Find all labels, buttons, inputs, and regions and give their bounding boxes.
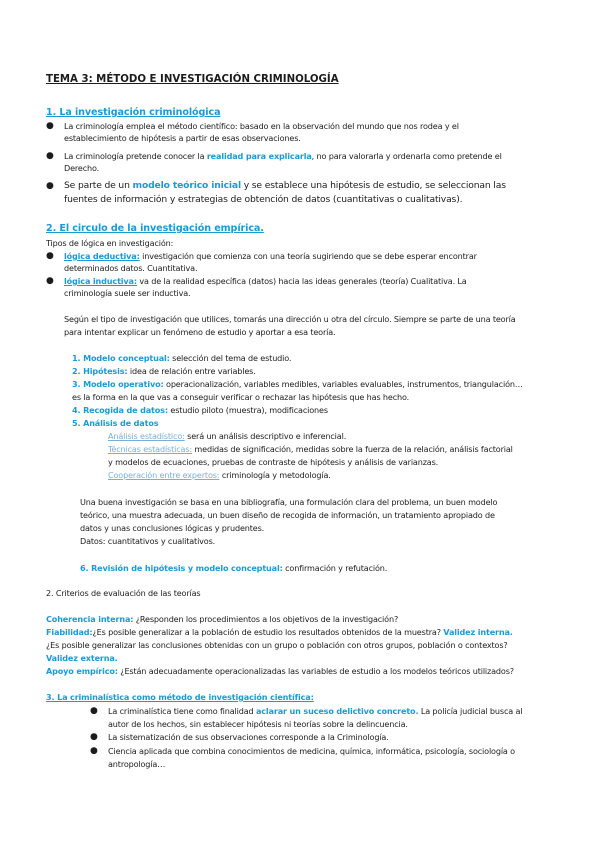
s1-bullet-3-line-2: fuentes de información y estrategias de obtención de datos (cuantitativas o cualitativas).	[64, 194, 463, 205]
bullet: ●	[46, 121, 54, 131]
deductive-label: lógica deductiva:	[64, 251, 140, 261]
s1-bullet-3-line-1: Se parte de un modelo teórico inicial y se establece una hipótesis de estudio, se seleccionan las	[64, 180, 506, 191]
logic-types-intro: Tipos de lógica en investigación:	[46, 238, 174, 248]
highlight-text: modelo teórico inicial	[132, 180, 241, 191]
deductive-logic-line-1: lógica deductiva: investigación que comienza con una teoría sugiriendo que se debe esperar encontrar	[64, 251, 477, 261]
highlight-text: realidad para explicarla	[206, 151, 312, 161]
analysis-techniques-line-1: Técnicas estadísticas: medidas de significación, medidas sobre la fuerza de la relación, análisis factorial	[108, 444, 513, 454]
s3-bullet-3-line-1: Ciencia aplicada que combina conocimientos de medicina, química, informática, psicología, sociología o	[108, 746, 515, 756]
inductive-logic-line-2: criminología suele ser inductiva.	[64, 288, 191, 298]
bullet: ●	[46, 251, 54, 261]
analysis-cooperation: Cooperación entre expertos: criminología y metodología.	[108, 470, 331, 480]
step-6: 6. Revisión de hipótesis y modelo conceptual: confirmación y refutación.	[80, 563, 388, 573]
step-3-line-1: 3. Modelo operativo: operacionalización, variables medibles, variables evaluables, instrumentos, triangulación…	[72, 379, 523, 389]
s3-bullet-1-line-1: La criminalística tiene como finalidad aclarar un suceso delictivo concreto. La policía judicial busca al	[108, 706, 523, 716]
good-research-line-1: Una buena investigación se basa en una bibliografía, una formulación clara del problema, un buen modelo	[80, 497, 498, 507]
criterion-coherence: Coherencia interna: ¿Responden los procedimientos a los objetivos de la investigación?	[46, 614, 399, 624]
criterion-external-line-1: ¿Es posible generalizar las conclusiones obtenidas con un grupo o población con otros grupos, población o contextos?	[46, 640, 508, 650]
circle-paragraph-line-1: Según el tipo de investigación que utilices, tomarás una dirección u otra del círculo. Siempre se parte de una teoría	[64, 314, 516, 324]
inductive-label: lógica inductiva:	[64, 276, 137, 286]
deductive-logic-line-2: determinados datos. Cuantitativa.	[64, 263, 198, 273]
s1-bullet-1-line-1: La criminología emplea el método científico: basado en la observación del mundo que nos rodea y el	[64, 121, 459, 131]
bullet: ●	[46, 181, 54, 191]
section-1-heading: 1. La investigación criminológica	[46, 107, 221, 118]
step-4: 4. Recogida de datos: estudio piloto (muestra), modificaciones	[72, 405, 328, 415]
s3-bullet-2: La sistematización de sus observaciones corresponde a la Criminología.	[108, 732, 389, 742]
highlight-text: aclarar un suceso delictivo concreto.	[255, 706, 419, 716]
s1-bullet-2-line-2: Derecho.	[64, 163, 100, 173]
good-research-line-4: Datos: cuantitativos y cualitativos.	[80, 536, 216, 546]
step-2: 2. Hipótesis: idea de relación entre variables.	[72, 366, 256, 376]
bullet: ●	[46, 276, 54, 286]
step-3-line-2: es la forma en la que vas a conseguir verificar o rechazar las hipótesis que has hecho.	[72, 392, 410, 402]
criterion-empirical: Apoyo empírico: ¿Están adecuadamente operacionalizadas las variables de estudio a los modelos teóricos utilizados?	[46, 666, 514, 676]
bullet: ●	[90, 746, 98, 756]
criterion-reliability: Fiabilidad:¿Es posible generalizar a la población de estudio los resultados obtenidos de la muestra? Validez interna.	[46, 627, 513, 637]
s1-bullet-2-line-1: La criminología pretende conocer la realidad para explicarla, no para valorarla y ordenarla como pretende el	[64, 151, 502, 161]
circle-paragraph-line-2: para intentar explicar un fenómeno de estudio y aportar a esa teoría.	[64, 327, 336, 337]
section-2-heading: 2. El circulo de la investigación empírica.	[46, 223, 264, 234]
bullet: ●	[46, 151, 54, 161]
s1-bullet-1-line-2: establecimiento de hipótesis a partir de esas observaciones.	[64, 133, 301, 143]
analysis-techniques-line-2: y modelos de ecuaciones, pruebas de contraste de hipótesis y análisis de varianzas.	[108, 457, 439, 467]
good-research-line-2: teórico, una muestra adecuada, un buen diseño de recogida de información, un tratamiento apropiado de	[80, 510, 495, 520]
s3-bullet-1-line-2: autor de los hechos, sin establecer hipótesis ni teorías sobre la delincuencia.	[108, 719, 408, 729]
section-3-heading: 3. La criminalística como método de investigación científica:	[46, 692, 314, 702]
s3-bullet-3-line-2: antropología…	[108, 759, 166, 769]
bullet: ●	[90, 732, 98, 742]
step-5: 5. Análisis de datos	[72, 418, 159, 428]
criterion-external-line-2: Validez externa.	[46, 653, 118, 663]
inductive-logic-line-1: lógica inductiva: va de la realidad específica (datos) hacia las ideas generales (teoría) Cualitativa. La	[64, 276, 467, 286]
step-1: 1. Modelo conceptual: selección del tema de estudio.	[72, 353, 292, 363]
page-title: TEMA 3: MÉTODO E INVESTIGACIÓN CRIMINOLOGÍA	[46, 74, 339, 85]
analysis-statistical: Análisis estadístico: será un análisis descriptivo e inferencial.	[108, 431, 347, 441]
bullet: ●	[90, 706, 98, 716]
good-research-line-3: datos y unas conclusiones lógicas y prudentes.	[80, 523, 265, 533]
criteria-heading: 2. Criterios de evaluación de las teorías	[46, 588, 201, 598]
